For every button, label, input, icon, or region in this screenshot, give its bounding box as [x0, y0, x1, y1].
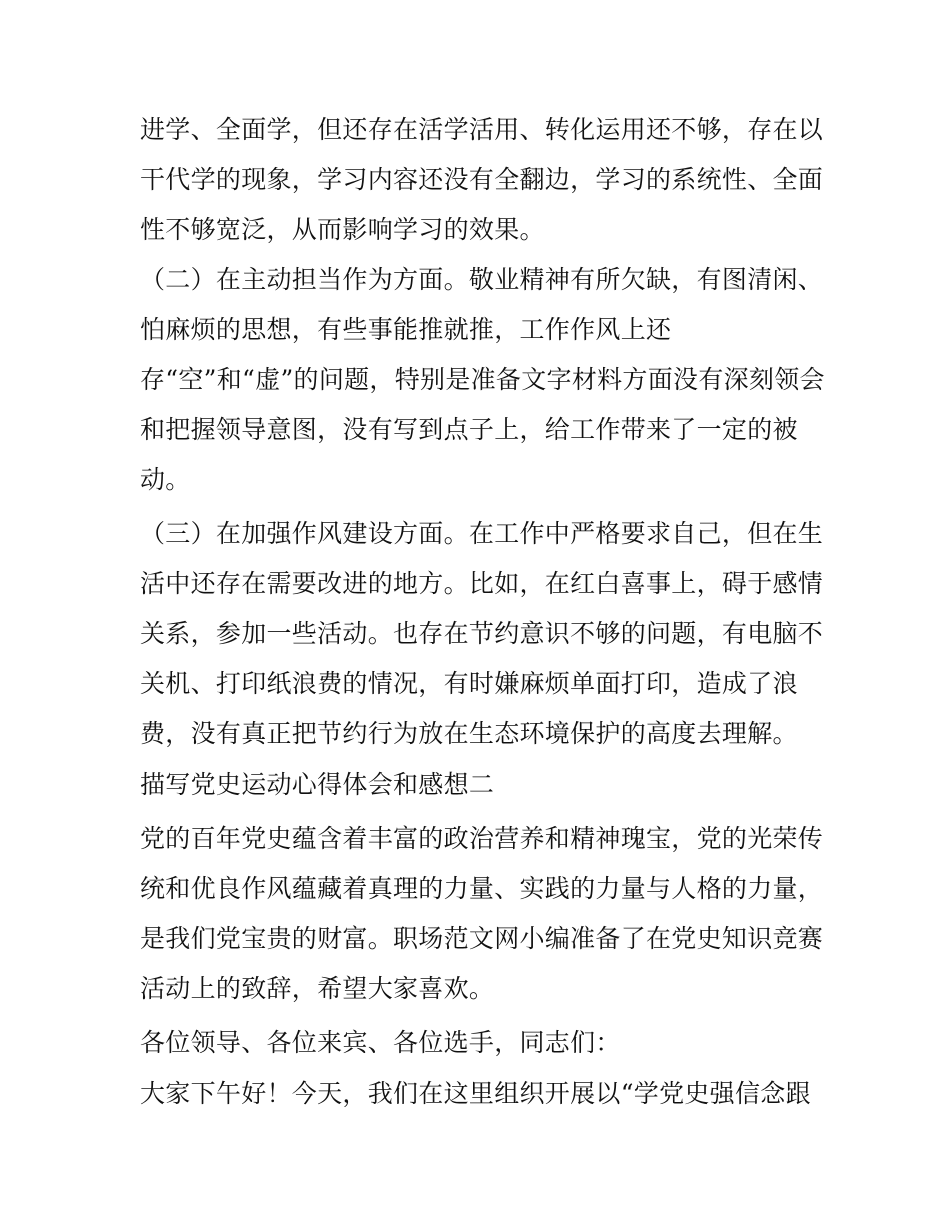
text-line-1: 进学、全面学，但还存在活学活用、转化运用还不够，存在以: [140, 115, 824, 144]
text-line-7: 和把握领导意图，没有写到点子上，给工作带来了一定的被: [140, 415, 798, 444]
text-line-16: 统和优良作风蕴藏着真理的力量、实践的力量与人格的力量，: [140, 874, 824, 903]
text-line-3: 性不够宽泛，从而影响学习的效果。: [140, 215, 545, 244]
text-line-4: （二）在主动担当作为方面。敬业精神有所欠缺，有图清闲、: [140, 265, 824, 294]
text-line-5: 怕麻烦的思想，有些事能推就推，工作作风上还: [140, 315, 672, 344]
text-line-6: 存“空”和“虚”的问题，特别是准备文字材料方面没有深刻领会: [140, 365, 825, 394]
text-line-13: 费，没有真正把节约行为放在生态环境保护的高度去理解。: [140, 719, 798, 748]
section-heading: 描写党史运动心得体会和感想二: [140, 770, 495, 799]
text-line-9: （三）在加强作风建设方面。在工作中严格要求自己，但在生: [140, 519, 824, 548]
text-line-11: 关系，参加一些活动。也存在节约意识不够的问题，有电脑不: [140, 619, 824, 648]
text-line-15: 党的百年党史蕴含着丰富的政治营养和精神瑰宝，党的光荣传: [140, 824, 824, 853]
text-line-17: 是我们党宝贵的财富。职场范文网小编准备了在党史知识竞赛: [140, 924, 824, 953]
text-line-12: 关机、打印纸浪费的情况，有时嫌麻烦单面打印，造成了浪: [140, 669, 798, 698]
text-line-10: 活中还存在需要改进的地方。比如，在红白喜事上，碍于感情: [140, 569, 824, 598]
text-line-2: 干代学的现象，学习内容还没有全翻边，学习的系统性、全面: [140, 165, 824, 194]
salutation: 各位领导、各位来宾、各位选手，同志们：: [140, 1028, 621, 1057]
text-line-8: 动。: [140, 465, 191, 494]
text-line-18: 活动上的致辞，希望大家喜欢。: [140, 974, 495, 1003]
text-line-20: 大家下午好！今天，我们在这里组织开展以“学党史强信念跟: [140, 1079, 811, 1108]
